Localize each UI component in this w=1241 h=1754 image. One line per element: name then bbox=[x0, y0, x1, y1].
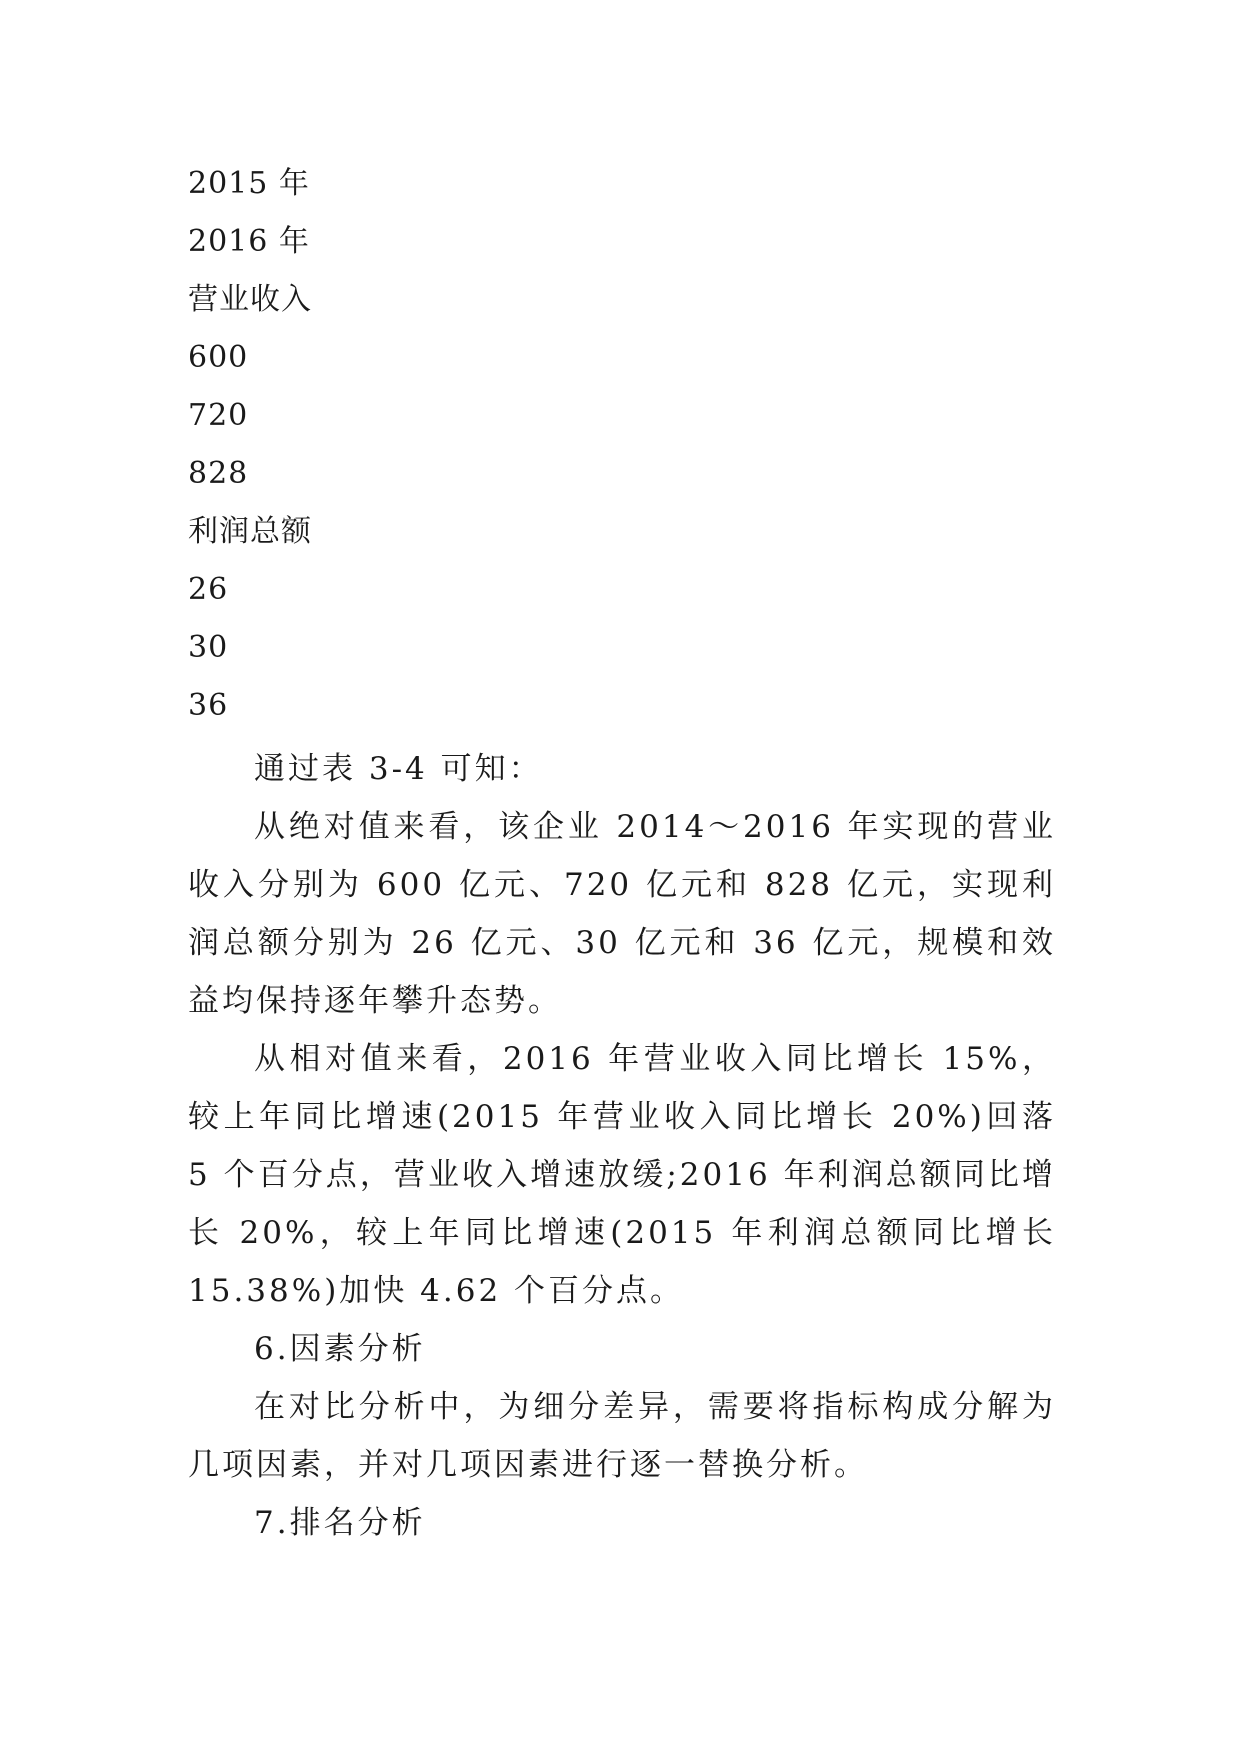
section-heading-ranking-analysis: 7.排名分析 bbox=[254, 1505, 426, 1541]
table-cell-profit-2015: 30 bbox=[188, 630, 229, 665]
table-cell-profit-label: 利润总额 bbox=[188, 514, 312, 549]
table-cell-profit-2016: 36 bbox=[188, 688, 229, 723]
body-text bbox=[188, 740, 1056, 1552]
paragraph-intro: 通过表 3-4 可知： bbox=[254, 751, 543, 787]
flattened-table-cells bbox=[188, 155, 1088, 735]
section-heading-factor-analysis: 6.因素分析 bbox=[254, 1331, 426, 1367]
table-cell-year-2016: 2016 年 bbox=[188, 224, 310, 259]
table-cell-profit-2014: 26 bbox=[188, 572, 229, 607]
paragraph-absolute-values: 从绝对值来看，该企业 2014～2016 年实现的营业收入分别为 600 亿元、720 亿元和 828 亿元，实现利润总额分别为 26 亿元、30 亿元和 36 亿元，规模和效益均保持逐年攀升态势。 bbox=[188, 809, 1056, 1019]
paragraph-relative-values: 从相对值来看，2016 年营业收入同比增长 15%，较上年同比增速(2015 年营业收入同比增长 20%)回落 5 个百分点，营业收入增速放缓;2016 年利润总额同比增长 20%，较上年同比增速(2015 年利润总额同比增长 15.38%)加快 4.62 个百分点。 bbox=[188, 1041, 1056, 1309]
table-cell-revenue-label: 营业收入 bbox=[188, 282, 312, 317]
paragraph-factor-analysis: 在对比分析中，为细分差异，需要将指标构成分解为几项因素，并对几项因素进行逐一替换分析。 bbox=[188, 1389, 1056, 1483]
table-cell-year-2015: 2015 年 bbox=[188, 166, 310, 201]
table-cell-revenue-2016: 828 bbox=[188, 456, 249, 491]
table-cell-revenue-2015: 720 bbox=[188, 398, 249, 433]
table-cell-revenue-2014: 600 bbox=[188, 340, 249, 375]
